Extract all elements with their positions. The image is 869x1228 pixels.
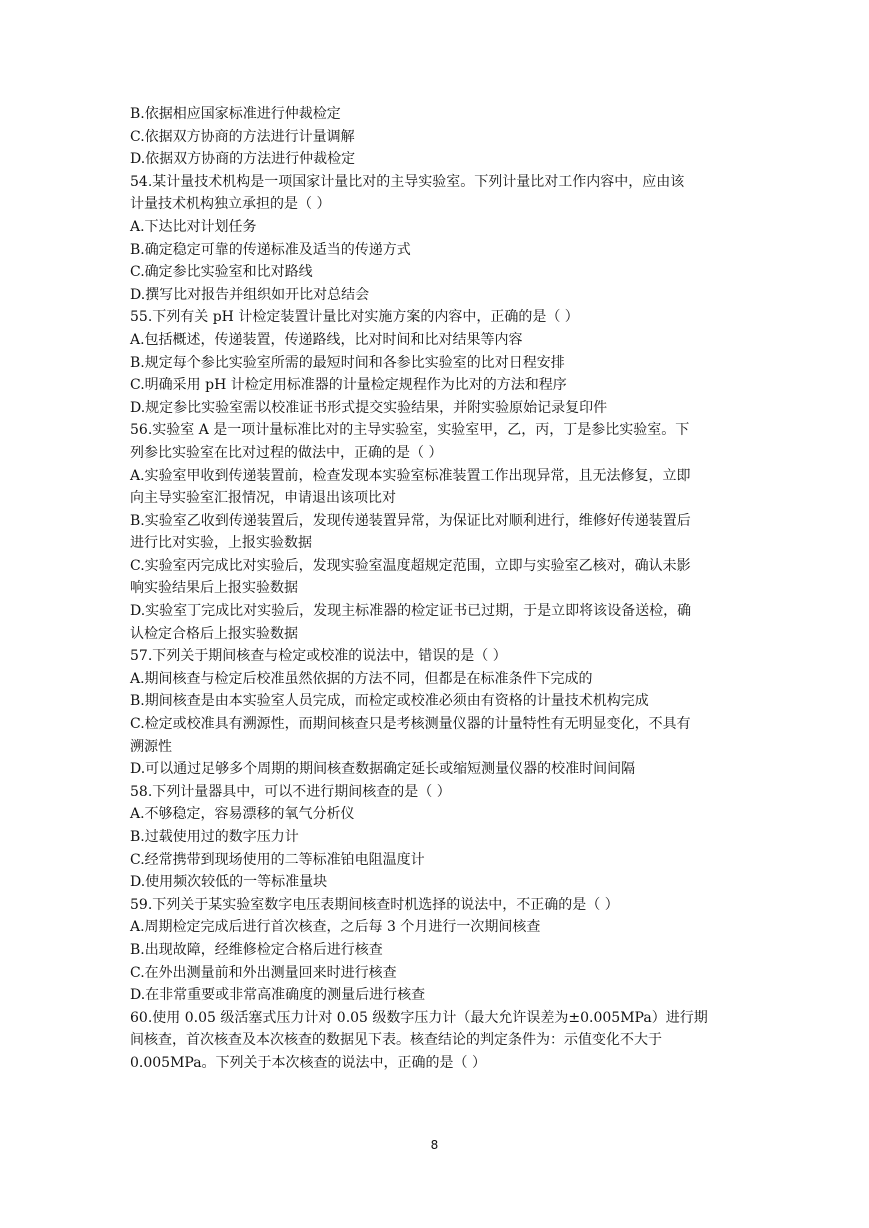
- text-line: 向主导实验室汇报情况，申请退出该项比对: [130, 490, 396, 507]
- text-line: 56.实验室 A 是一项计量标准比对的主导实验室，实验室甲，乙，丙，丁是参比实验室。下: [130, 422, 690, 439]
- text-line: C.确定参比实验室和比对路线: [130, 264, 313, 281]
- text-line: D.实验室丁完成比对实验后，发现主标准器的检定证书已过期，于是立即将该设备送检，确: [130, 603, 692, 620]
- text-line: 列参比实验室在比对过程的做法中，正确的是（ ）: [130, 444, 443, 461]
- text-line: D.使用频次较低的一等标准量块: [130, 874, 328, 891]
- text-line: C.检定或校准具有溯源性，而期间核查只是考核测量仪器的计量特性有无明显变化，不具有: [130, 716, 691, 733]
- text-line: 57.下列关于期间核查与检定或校准的说法中，错误的是（ ）: [130, 648, 507, 665]
- text-line: 60.使用 0.05 级活塞式压力计对 0.05 级数字压力计（最大允许误差为±0.005MPa）进行期: [130, 1009, 708, 1026]
- text-line: B.实验室乙收到传递装置后，发现传递装置异常，为保证比对顺利进行，维修好传递装置后: [130, 512, 691, 529]
- text-line: A.实验室甲收到传递装置前，检查发现本实验室标准装置工作出现异常，且无法修复，立即: [130, 467, 691, 484]
- text-line: 0.005MPa。下列关于本次核查的说法中，正确的是（ ）: [130, 1054, 487, 1071]
- text-line: 间核查，首次核查及本次核查的数据见下表。核查结论的判定条件为：示值变化不大于: [130, 1032, 662, 1049]
- text-line: B.过载使用过的数字压力计: [130, 829, 299, 845]
- text-line: B.出现故障，经维修检定合格后进行核查: [130, 941, 383, 958]
- page-number: 8: [430, 1138, 439, 1152]
- text-line: 59.下列关于某实验室数字电压表期间核查时机选择的说法中，不正确的是（ ）: [130, 896, 619, 913]
- text-line: 计量技术机构独立承担的是（ ）: [130, 196, 331, 213]
- text-line: D.在非常重要或非常高准确度的测量后进行核查: [130, 987, 426, 1004]
- text-line: D.规定参比实验室需以校准证书形式提交实验结果，并附实验原始记录复印件: [130, 399, 608, 416]
- text-line: 55.下列有关 pH 计检定装置计量比对实施方案的内容中，正确的是（ ）: [130, 309, 579, 326]
- text-line: D.可以通过足够多个周期的期间核查数据确定延长或缩短测量仪器的校准时间间隔: [130, 761, 636, 778]
- text-line: A.周期检定完成后进行首次核查，之后每 3 个月进行一次期间核查: [130, 919, 541, 936]
- text-line: 58.下列计量器具中，可以不进行期间核查的是（ ）: [130, 783, 451, 800]
- text-line: C.在外出测量前和外出测量回来时进行核查: [130, 964, 397, 981]
- text-line: 进行比对实验，上报实验数据: [130, 535, 312, 552]
- text-line: B.规定每个参比实验室所需的最短时间和各参比实验室的比对日程安排: [130, 354, 565, 371]
- text-line: C.明确采用 pH 计检定用标准器的计量检定规程作为比对的方法和程序: [130, 377, 567, 394]
- text-line: B.期间核查是由本实验室人员完成，而检定或校准必须由有资格的计量技术机构完成: [130, 693, 649, 710]
- text-line: A.包括概述，传递装置，传递路线，比对时间和比对结果等内容: [130, 331, 523, 348]
- text-line: D.撰写比对报告并组织如开比对总结会: [130, 286, 370, 303]
- text-line: A.下达比对计划任务: [130, 218, 257, 235]
- text-line: B.确定稳定可靠的传递标准及适当的传递方式: [130, 241, 411, 258]
- text-line: B.依据相应国家标准进行仲裁检定: [130, 106, 341, 122]
- text-line: D.依据双方协商的方法进行仲裁检定: [130, 151, 356, 168]
- text-line: 认检定合格后上报实验数据: [130, 625, 298, 642]
- text-line: A.期间核查与检定后校准虽然依据的方法不同，但都是在标准条件下完成的: [130, 670, 593, 687]
- text-line: C.依据双方协商的方法进行计量调解: [130, 128, 355, 145]
- page-content: [130, 103, 742, 1075]
- text-line: 54.某计量技术机构是一项国家计量比对的主导实验室。下列计量比对工作内容中，应由该: [130, 173, 685, 190]
- text-line: 响实验结果后上报实验数据: [130, 580, 298, 597]
- text-line: C.经常携带到现场使用的二等标准铂电阻温度计: [130, 851, 425, 868]
- text-line: 溯源性: [130, 738, 172, 755]
- text-line: C.实验室丙完成比对实验后，发现实验室温度超规定范围，立即与实验室乙核对，确认未影: [130, 557, 691, 574]
- text-line: A.不够稳定，容易漂移的氧气分析仪: [130, 806, 355, 823]
